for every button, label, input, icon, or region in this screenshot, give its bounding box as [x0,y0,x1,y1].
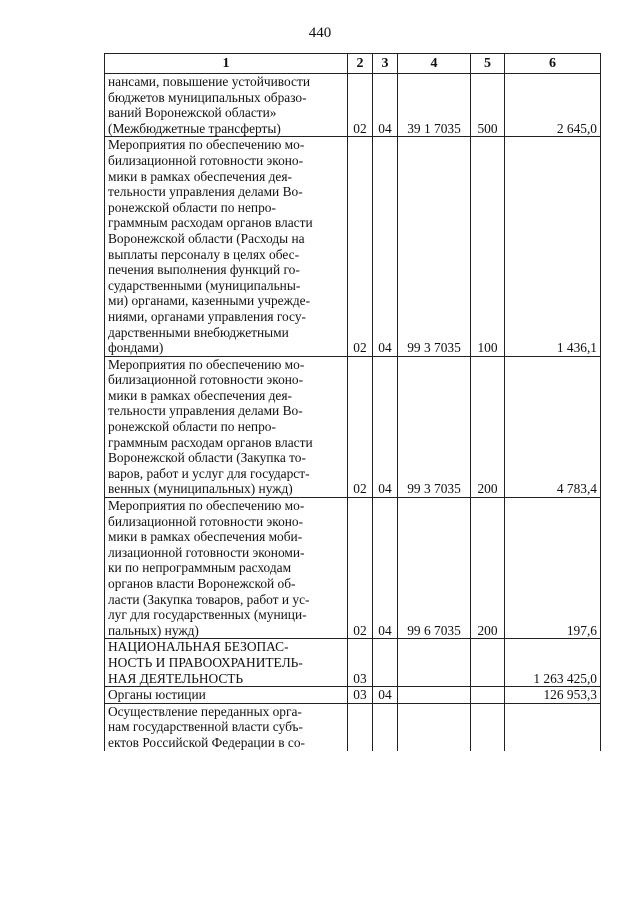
description-line: сударственными (муниципальны- [108,277,301,293]
target-item-code [398,703,471,750]
description-line: ми) органами, казенными учрежде- [108,293,311,309]
description-line: ронежской области по непро- [108,419,276,435]
target-item-code: 39 1 7035 [398,74,471,137]
row-description [105,137,348,356]
description-line: пальных) нужд) [108,622,199,638]
description-line: граммным расходам органов власти [108,434,313,450]
description-line: ектов Российской Федерации в со- [108,734,306,750]
row-description [105,74,348,137]
section-code: 02 [348,498,373,639]
description-line: ниями, органами управления госу- [108,308,306,324]
table-row [105,137,601,356]
row-description [105,498,348,639]
row-description [105,639,348,687]
description-line: ваний Воронежской области» [108,105,277,121]
amount: 1 436,1 [505,137,601,356]
header-col-5: 5 [471,54,505,74]
description-line: Воронежской области (Закупка то- [108,450,306,466]
expense-type-code [471,687,505,704]
amount: 4 783,4 [505,356,601,497]
description-line: Осуществление переданных орга- [108,703,302,719]
target-item-code [398,639,471,687]
table-row [105,498,601,639]
section-code: 02 [348,137,373,356]
description-line: Воронежской области (Расходы на [108,230,305,246]
row-description [105,356,348,497]
description-line: нансами, повышение устойчивости [108,74,311,89]
amount: 126 953,3 [505,687,601,704]
description-line: Органы юстиции [108,687,206,703]
header-col-4: 4 [398,54,471,74]
description-line: мики в рамках обеспечения дея- [108,168,292,184]
description-line: билизационной готовности эконо- [108,513,304,529]
description-line: органов власти Воронежской об- [108,576,296,591]
description-line: варов, работ и услуг для государст- [108,465,310,481]
section-code: 03 [348,687,373,704]
expense-type-code: 100 [471,137,505,356]
target-item-code [398,687,471,704]
row-description [105,687,348,704]
target-item-code: 99 3 7035 [398,137,471,356]
subsection-code: 04 [373,498,398,639]
description-line: лизационной готовности экономи- [108,544,305,560]
description-line: НАЦИОНАЛЬНАЯ БЕЗОПАС- [108,639,289,655]
subsection-code: 04 [373,74,398,137]
description-line: луг для государственных (муници- [108,607,307,623]
target-item-code: 99 3 7035 [398,356,471,497]
section-code [348,703,373,750]
section-code: 02 [348,356,373,497]
table-row [105,703,601,750]
amount [505,703,601,750]
header-col-2: 2 [348,54,373,74]
header-col-3: 3 [373,54,398,74]
header-col-6: 6 [505,54,601,74]
subsection-code [373,639,398,687]
page-number: 440 [308,25,332,41]
amount: 2 645,0 [505,74,601,137]
description-line: ласти (Закупка товаров, работ и ус- [108,591,310,607]
section-code: 02 [348,74,373,137]
description-line: тельности управления делами Во- [108,184,303,200]
description-line: билизационной готовности эконо- [108,372,304,388]
description-line: венных (муниципальных) нужд) [108,481,293,497]
description-line: НАЯ ДЕЯТЕЛЬНОСТЬ [108,670,244,686]
table-row [105,356,601,497]
budget-table [104,53,601,751]
description-line: ронежской области по непро- [108,199,276,215]
description-line: нам государственной власти субъ- [108,719,303,735]
table-row [105,74,601,137]
amount: 1 263 425,0 [505,639,601,687]
description-line: фондами) [108,340,164,356]
section-code: 03 [348,639,373,687]
description-line: граммным расходам органов власти [108,215,313,231]
amount: 197,6 [505,498,601,639]
expense-type-code: 200 [471,498,505,639]
description-line: мики в рамках обеспечения дея- [108,387,292,403]
description-line: Мероприятия по обеспечению мо- [108,498,305,514]
description-line: Мероприятия по обеспечению мо- [108,356,305,372]
subsection-code: 04 [373,687,398,704]
description-line: бюджетов муниципальных образо- [108,89,307,105]
table-header-row [105,54,601,74]
subsection-code: 04 [373,137,398,356]
subsection-code [373,703,398,750]
description-line: выплаты персоналу в целях обес- [108,246,300,262]
expense-type-code: 200 [471,356,505,497]
description-line: мики в рамках обеспечения моби- [108,529,303,545]
description-line: дарственными внебюджетными [108,324,289,340]
row-description [105,703,348,750]
description-line: ки по непрограммным расходам [108,560,292,576]
target-item-code: 99 6 7035 [398,498,471,639]
subsection-code: 04 [373,356,398,497]
expense-type-code [471,703,505,750]
description-line: (Межбюджетные трансферты) [108,120,281,136]
table-row [105,639,601,687]
description-line: НОСТЬ И ПРАВООХРАНИТЕЛЬ- [108,654,303,670]
description-line: тельности управления делами Во- [108,403,303,419]
description-line: билизационной готовности эконо- [108,152,304,168]
table-row [105,687,601,704]
description-line: печения выполнения функций го- [108,262,300,278]
expense-type-code: 500 [471,74,505,137]
description-line: Мероприятия по обеспечению мо- [108,137,305,153]
header-col-1: 1 [105,54,348,74]
expense-type-code [471,639,505,687]
